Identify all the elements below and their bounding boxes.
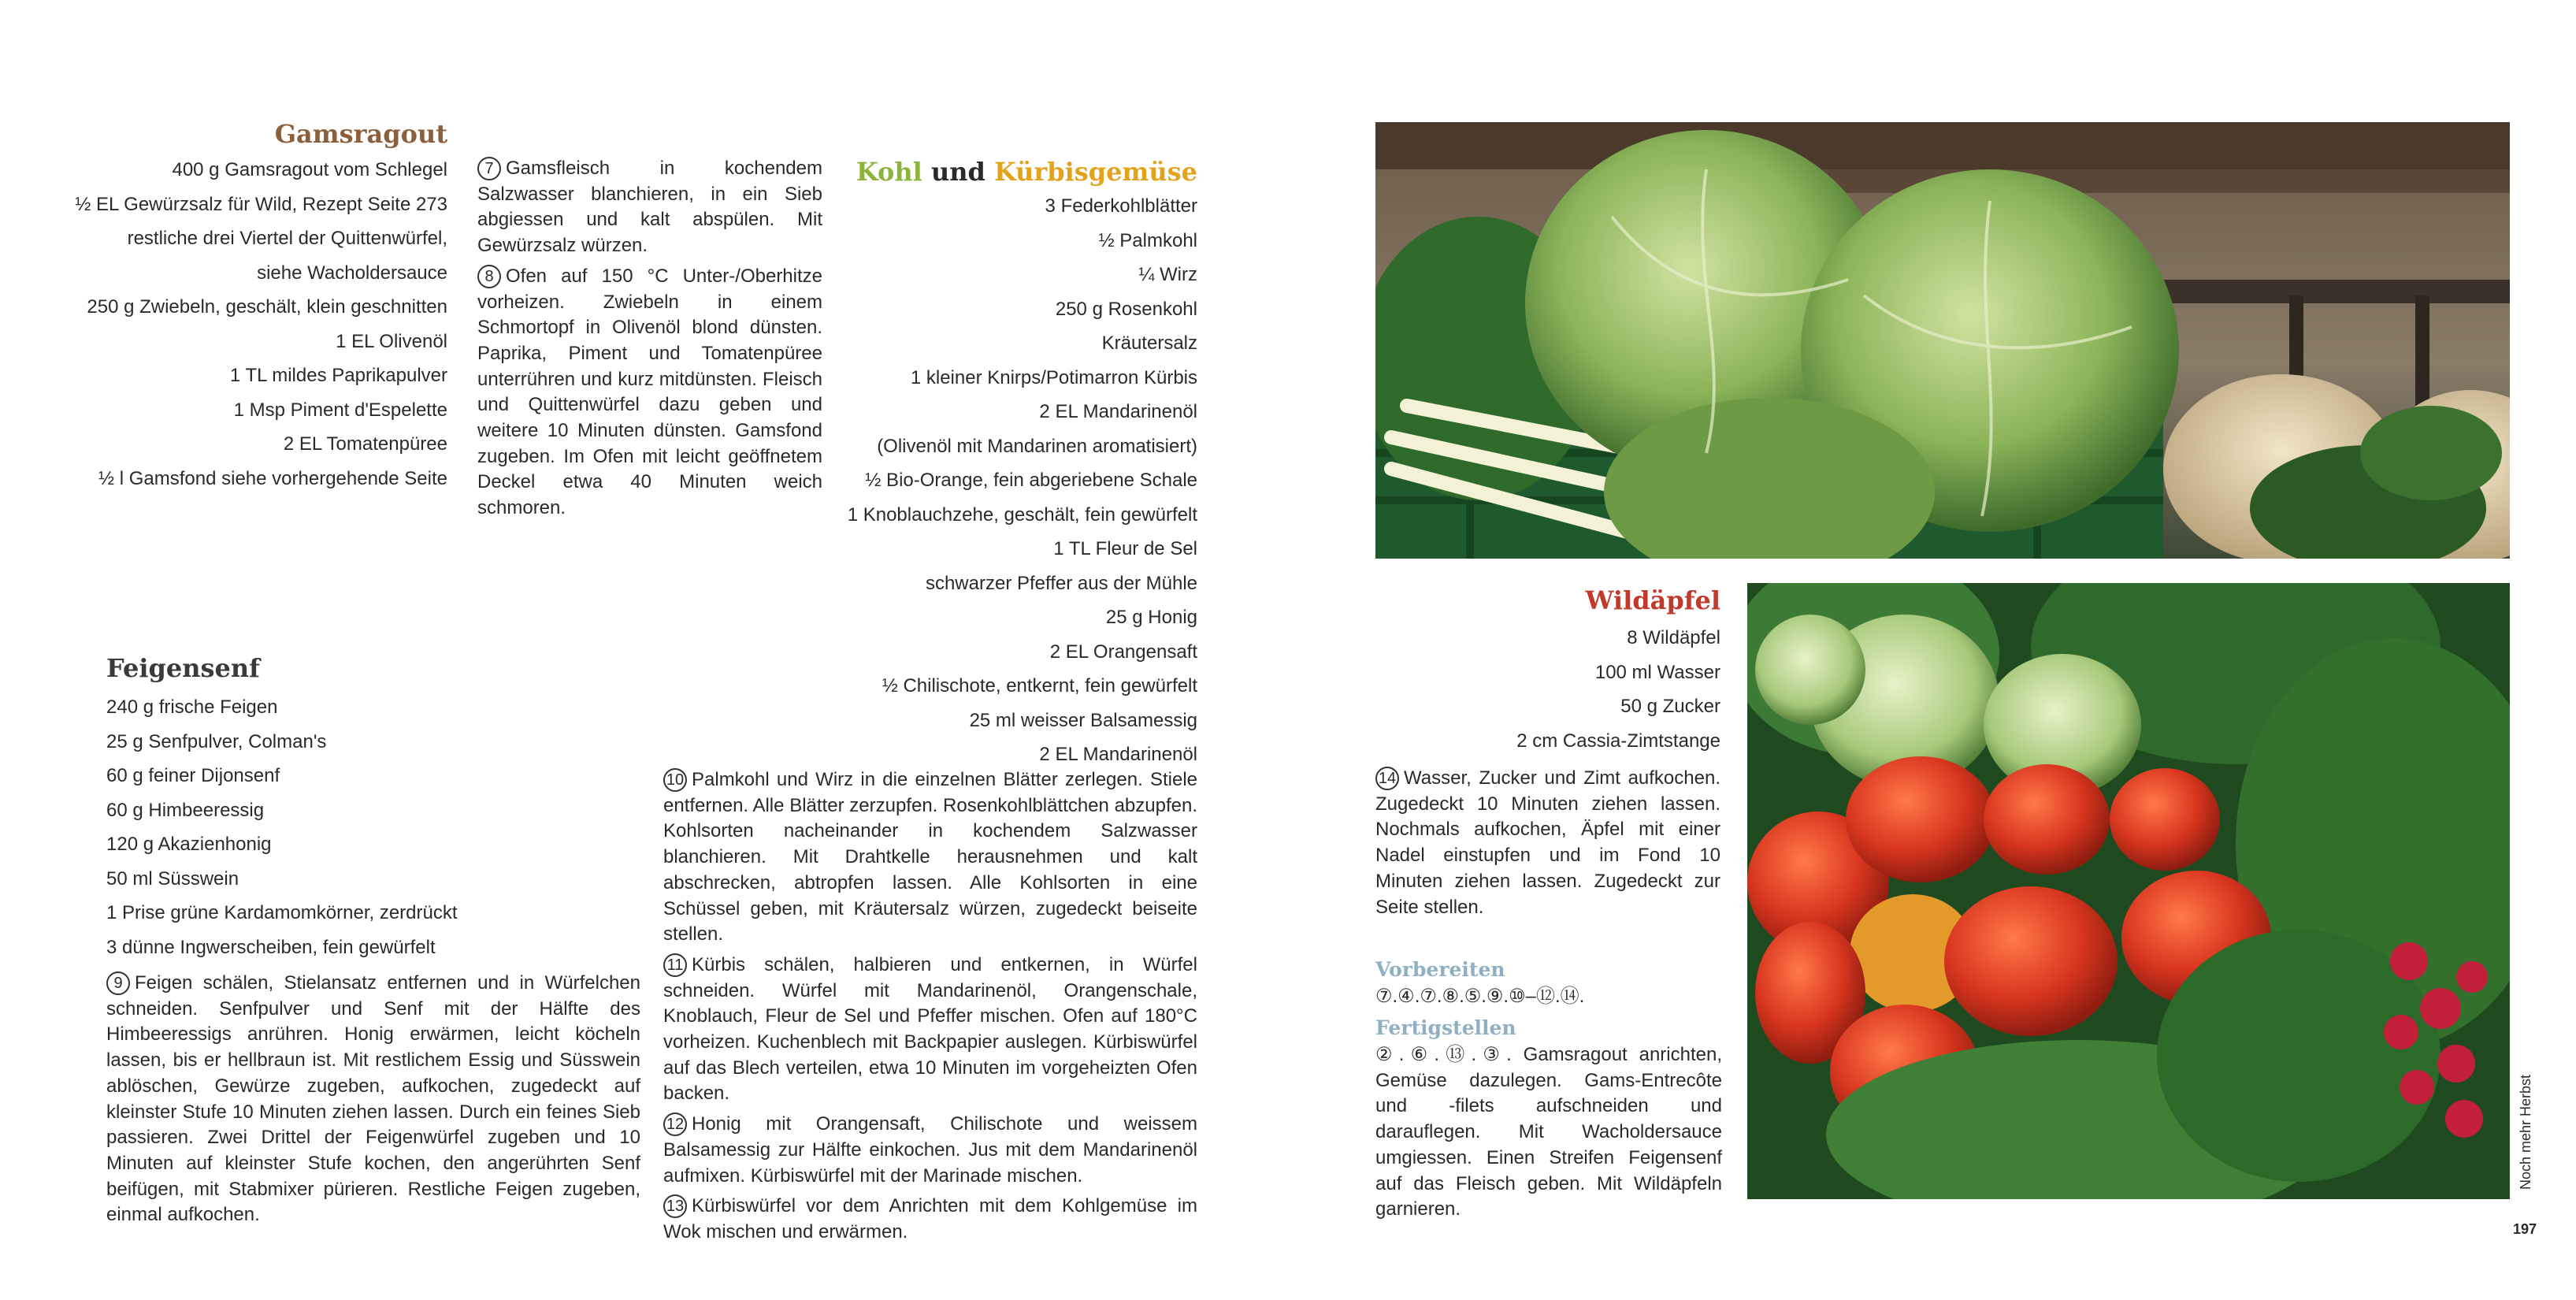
ingredient-item: 2 EL Tomatenpüree <box>283 433 447 455</box>
gamsragout-steps <box>477 156 822 526</box>
kohl-title-part1: Kohl <box>856 157 922 187</box>
step-text: Palmkohl und Wirz in die einzelnen Blätter zerlegen. Stiele entfernen. Alle Blätter zerzupfen. Rosenkohlblättchen abzupfen. Kohlsorten nacheinander in kochendem Salzwasser blanchieren. Mit Drahtkelle herausnehmen und kalt abschrecken, abtropfen lassen. Alle Kohlsorten in eine Schüssel geben, mit Kräutersalz würzen, zugedeckt beiseite stellen. <box>663 769 1197 945</box>
ingredient-item: 3 Federkohlblätter <box>1045 195 1197 217</box>
feigensenf-steps <box>106 971 640 1233</box>
ingredient-item: 25 g Senfpulver, Colman's <box>106 730 327 752</box>
finish-description: Gamsragout anrichten, Gemüse dazulegen. Gams-Entrecôte und -filets aufschneiden und darauflegen. Mit Wacholdersauce umgiessen. Einen Streifen Feigensenf auf das Fleisch geben. Mit Wildäpfeln garnieren. <box>1375 1044 1723 1220</box>
ingredient-item: 1 TL mildes Paprikapulver <box>229 365 447 386</box>
step-text: Honig mit Orangensaft, Chilischote und weissem Balsamessig zur Hälfte einkochen. Jus mit dem Mandarinenöl aufmixen. Kürbiswürfel mit der Marinade mischen. <box>663 1113 1197 1187</box>
step-text: Wasser, Zucker und Zimt aufkochen. Zugedeckt 10 Minuten ziehen lassen. Nochmals aufkochen, Äpfel mit einer Nadel einstupfen und im Fond 10 Minuten ziehen lassen. Zugedeckt zur Seite stellen. <box>1375 767 1720 918</box>
ingredient-item: ½ Palmkohl <box>1098 229 1197 251</box>
step-number: 9 <box>106 971 130 995</box>
ingredient-item: ½ l Gamsfond siehe vorhergehende Seite <box>98 467 447 489</box>
ingredient-item: 25 ml weisser Balsamessig <box>969 709 1197 731</box>
ingredient-item: ½ Chilischote, entkernt, fein gewürfelt <box>882 675 1197 696</box>
ingredient-item: schwarzer Pfeffer aus der Mühle <box>925 572 1197 594</box>
feigensenf-title: Feigensenf <box>106 653 260 683</box>
step-number: 8 <box>477 265 501 288</box>
step-item <box>477 264 822 522</box>
ingredient-item: 1 Knoblauchzehe, geschält, fein gewürfelt <box>847 503 1197 526</box>
step-item <box>663 1194 1197 1245</box>
ingredient-item: 1 Msp Piment d'Espelette <box>233 399 447 421</box>
finish-steps: ②.⑥.⑬.③. <box>1375 1044 1512 1065</box>
step-text: Ofen auf 150 °C Unter-/Oberhitze vorheizen. Zwiebeln in einem Schmortopf in Olivenöl blond dünsten. Paprika, Piment und Tomatenpüree unterrühren und kurz mitdünsten. Fleisch und Quittenwürfel dazu geben und weitere 10 Minuten dünsten. Gamsfond zugeben. Im Ofen mit leicht geöffnetem Deckel etwa 40 Minuten weich schmoren. <box>477 265 822 519</box>
kohl-steps <box>663 767 1197 1250</box>
ingredient-item: 50 g Zucker <box>1620 696 1720 717</box>
ingredient-item: restliche drei Viertel der Quittenwürfel, <box>127 228 447 249</box>
gamsragout-ingredients <box>71 153 447 496</box>
ingredient-item: 2 EL Orangensaft <box>1049 641 1197 663</box>
step-number: 10 <box>663 768 687 792</box>
finish-title: Fertigstellen <box>1375 1016 1516 1039</box>
sidebar-label: Noch mehr Herbst <box>2518 1074 2533 1190</box>
ingredient-item: Kräutersalz <box>1101 332 1197 354</box>
cabbage-crate-illustration <box>1375 122 2510 559</box>
phase-block <box>1375 957 1722 1228</box>
ingredient-item: 1 kleiner Knirps/Potimarron Kürbis <box>910 366 1197 388</box>
ingredient-item: 1 EL Olivenöl <box>336 330 447 352</box>
ingredient-item: 25 g Honig <box>1105 607 1197 628</box>
step-number: 14 <box>1375 767 1399 790</box>
step-number: 11 <box>663 953 687 977</box>
step-text: Gamsfleisch in kochendem Salzwasser blanchieren, in ein Sieb abgiessen und kalt abspülen. Mit Gewürzsalz würzen. <box>477 158 822 257</box>
step-text: Kürbiswürfel vor dem Anrichten mit dem Kohlgemüse im Wok mischen und erwärmen. <box>663 1195 1197 1242</box>
ingredient-item: 3 dünne Ingwerscheiben, fein gewürfelt <box>106 936 436 958</box>
pumpkin-kale-illustration <box>1747 583 2510 1199</box>
pumpkin-kale-photo <box>1747 583 2510 1199</box>
step-item <box>663 953 1197 1107</box>
ingredient-item: 8 Wildäpfel <box>1627 627 1720 648</box>
ingredient-item: ½ EL Gewürzsalz für Wild, Rezept Seite 273 <box>75 193 447 215</box>
ingredient-item: 2 EL Mandarinenöl <box>1039 744 1197 765</box>
step-text: Kürbis schälen, halbieren und entkernen, in Würfel schneiden. Würfel mit Mandarinenöl, Orangenschale, Knoblauch, Fleur de Sel und Pfeffer mischen. Ofen auf 180°C vorheizen. Kuchenblech mit Backpapier auslegen. Kürbiswürfel auf das Blech verteilen, etwa 10 Minuten im vorgeheizten Ofen backen. <box>663 953 1197 1105</box>
ingredient-item: 100 ml Wasser <box>1594 661 1720 683</box>
ingredient-item: 2 cm Cassia-Zimtstange <box>1516 730 1720 752</box>
kohl-title-part2: und <box>930 157 985 187</box>
prepare-title: Vorbereiten <box>1375 958 1505 981</box>
step-item <box>1375 766 1720 920</box>
ingredient-item: 2 EL Mandarinenöl <box>1039 401 1197 422</box>
ingredient-item: 400 g Gamsragout vom Schlegel <box>172 159 447 180</box>
ingredient-item: (Olivenöl mit Mandarinen aromatisiert) <box>877 435 1197 457</box>
ingredient-item: 50 ml Süsswein <box>106 867 239 890</box>
gamsragout-title: Gamsragout <box>274 119 447 149</box>
ingredient-item: 1 TL Fleur de Sel <box>1053 538 1197 559</box>
wildaepfel-steps <box>1375 766 1720 925</box>
page-number: 197 <box>2512 1221 2537 1237</box>
step-item <box>477 156 822 259</box>
prepare-steps: ⑦.④.⑦.⑧.⑤.⑨.⑩–⑫.⑭. <box>1375 986 1585 1007</box>
ingredient-item: ¼ Wirz <box>1138 264 1197 285</box>
cabbage-crate-photo <box>1375 122 2510 559</box>
step-number: 7 <box>477 157 501 180</box>
ingredient-item: ½ Bio-Orange, fein abgeriebene Schale <box>865 470 1197 491</box>
ingredient-item: 250 g Zwiebeln, geschält, klein geschnitten <box>87 296 447 318</box>
step-number: 13 <box>663 1194 687 1218</box>
ingredient-item: 60 g feiner Dijonsenf <box>106 765 280 786</box>
ingredient-item: 240 g frische Feigen <box>106 696 278 718</box>
finish-text <box>1375 1042 1722 1223</box>
ingredient-item: 120 g Akazienhonig <box>106 834 272 855</box>
feigensenf-ingredients <box>106 690 658 964</box>
wildaepfel-title: Wildäpfel <box>1585 585 1720 615</box>
wildaepfel-ingredients <box>1375 621 1720 758</box>
kohl-ingredients <box>804 189 1197 772</box>
step-text: Feigen schälen, Stielansatz entfernen und in Würfelchen schneiden. Senfpulver und Senf mit der Hälfte des Himbeeressigs anrühren. Honig erwärmen, leicht köcheln lassen, bis er hellbraun ist. Mit restlichem Essig und Süsswein ablöschen, Gewürze zugeben, aufkochen, zugedeckt auf kleinster Stufe 10 Minuten ziehen lassen. Durch ein feines Sieb passieren. Zwei Drittel der Feigenwürfel zugeben und 10 Minuten auf kleinster Stufe kochen, den angerührten Senf beifügen, mit Stabmixer pürieren. Restliche Feigen zugeben, einmal aufkochen. <box>106 972 640 1226</box>
ingredient-item: 60 g Himbeeressig <box>106 799 265 821</box>
ingredient-item: 250 g Rosenkohl <box>1055 298 1197 320</box>
step-item <box>663 767 1197 948</box>
kohl-title <box>835 156 1197 188</box>
step-item <box>663 1112 1197 1189</box>
step-item <box>106 971 640 1228</box>
step-number: 12 <box>663 1112 687 1136</box>
kohl-title-part3: Kürbisgemüse <box>993 157 1197 187</box>
ingredient-item: 1 Prise grüne Kardamomkörner, zerdrückt <box>106 902 458 923</box>
ingredient-item: siehe Wacholdersauce <box>257 262 447 284</box>
